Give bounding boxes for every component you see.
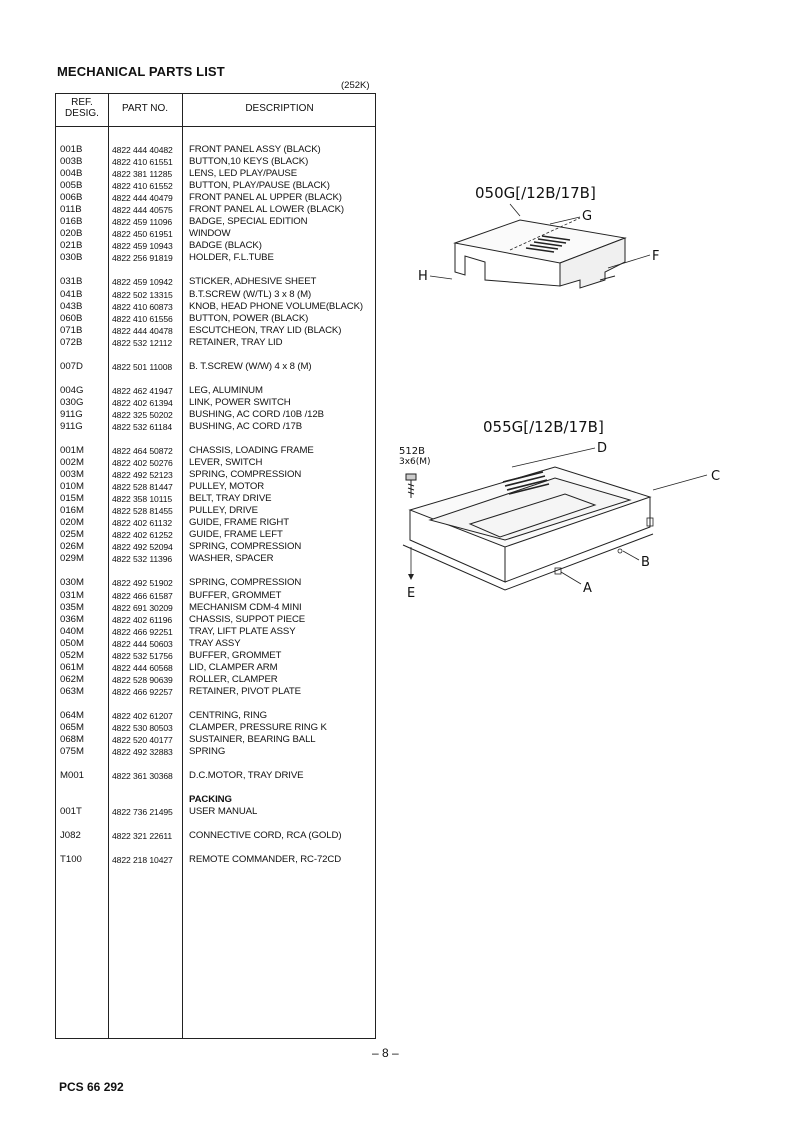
cell-description: BUSHING, AC CORD /10B /12B <box>189 408 324 420</box>
diagram-bottom-label: 055G[/12B/17B] <box>483 418 604 436</box>
cell-part-no: 4822 358 10115 <box>112 494 173 505</box>
table-row <box>56 481 377 493</box>
cell-ref-desig: 006B <box>60 192 83 204</box>
cell-description: WINDOW <box>189 228 231 240</box>
footer-code: PCS 66 292 <box>59 1080 124 1094</box>
cell-ref-desig: 031B <box>60 276 83 288</box>
cell-description: LENS, LED PLAY/PAUSE <box>189 168 298 180</box>
cell-description: MECHANISM CDM-4 MINI <box>189 601 302 613</box>
cell-part-no: 4822 459 10942 <box>112 277 173 288</box>
table-row <box>56 421 377 433</box>
cell-part-no: 4822 402 61132 <box>112 518 173 529</box>
cell-description: RETAINER, TRAY LID <box>189 336 283 348</box>
cell-ref-desig: 004G <box>60 384 84 396</box>
cell-description: BUFFER, GROMMET <box>189 589 282 601</box>
cell-description: ESCUTCHEON, TRAY LID (BLACK) <box>189 324 342 336</box>
cell-description: CHASSIS, SUPPOT PIECE <box>189 613 306 625</box>
table-row <box>56 794 377 806</box>
table-row <box>56 228 377 240</box>
cell-ref-desig: 003M <box>60 469 84 481</box>
table-row <box>56 325 377 337</box>
cell-ref-desig: 911G <box>60 408 83 420</box>
cell-description: BUTTON, PLAY/PAUSE (BLACK) <box>189 180 330 192</box>
table-row <box>56 385 377 397</box>
cell-ref-desig: 025M <box>60 529 84 541</box>
table-row-spacer <box>56 433 377 445</box>
diagram-cover-top <box>410 180 680 305</box>
diagram-top-label: 050G[/12B/17B] <box>475 184 596 202</box>
cell-description: B. T.SCREW (W/W) 4 x 8 (M) <box>189 360 312 372</box>
table-row <box>56 469 377 481</box>
cell-part-no: 4822 402 61252 <box>112 530 173 541</box>
cell-part-no: 4822 466 61587 <box>112 590 173 601</box>
cell-part-no: 4822 530 80503 <box>112 722 173 733</box>
cell-ref-desig: 016M <box>60 505 84 517</box>
table-row-spacer <box>56 758 377 770</box>
table-row <box>56 409 377 421</box>
cell-part-no: 4822 464 50872 <box>112 445 173 456</box>
cell-description: BUTTON, POWER (BLACK) <box>189 312 309 324</box>
cell-description: BELT, TRAY DRIVE <box>189 493 272 505</box>
table-row-spacer <box>56 842 377 854</box>
cell-description: LINK, POWER SWITCH <box>189 396 291 408</box>
cell-part-no: 4822 532 51756 <box>112 650 173 661</box>
header-divider <box>56 126 375 127</box>
cell-ref-desig: 060B <box>60 312 83 324</box>
diagram-chassis-bottom <box>395 412 725 607</box>
cell-description: BADGE (BLACK) <box>189 240 262 252</box>
parts-table <box>55 93 376 1039</box>
cell-part-no: 4822 361 30368 <box>112 771 173 782</box>
cell-description: SPRING, COMPRESSION <box>189 469 302 481</box>
cell-part-no: 4822 218 10427 <box>112 855 173 866</box>
cell-part-no: 4822 444 40482 <box>112 145 173 155</box>
cell-description: TRAY, LIFT PLATE ASSY <box>189 625 296 637</box>
cell-part-no: 4822 492 52094 <box>112 542 173 553</box>
table-row <box>56 722 377 734</box>
cell-ref-desig: J082 <box>60 830 81 842</box>
cell-part-no: 4822 444 50603 <box>112 638 173 649</box>
cell-ref-desig: 035M <box>60 601 84 613</box>
cell-part-no: 4822 528 81447 <box>112 482 173 493</box>
cell-description: REMOTE COMMANDER, RC-72CD <box>189 854 342 866</box>
table-row <box>56 650 377 662</box>
table-row <box>56 144 377 156</box>
cell-ref-desig: 068M <box>60 734 84 746</box>
header-description: DESCRIPTION <box>245 103 314 114</box>
table-row <box>56 590 377 602</box>
table-row <box>56 830 377 842</box>
cell-part-no: 4822 492 52123 <box>112 470 173 481</box>
cell-ref-desig: 071B <box>60 324 83 336</box>
cell-ref-desig: 015M <box>60 493 84 505</box>
cell-part-no: 4822 444 40478 <box>112 325 173 336</box>
cell-description: BUTTON,10 KEYS (BLACK) <box>189 156 309 168</box>
table-row <box>56 553 377 565</box>
page-number: – 8 – <box>372 1046 399 1060</box>
callout-c: C <box>711 469 721 484</box>
table-row <box>56 457 377 469</box>
model-code: (252K) <box>341 80 370 91</box>
cell-description: GUIDE, FRAME LEFT <box>189 529 283 541</box>
cell-ref-desig: 036M <box>60 613 84 625</box>
table-row <box>56 156 377 168</box>
table-row <box>56 638 377 650</box>
cell-ref-desig: 052M <box>60 649 84 661</box>
table-row <box>56 397 377 409</box>
cell-part-no: 4822 532 12112 <box>112 337 173 348</box>
cell-part-no: 4822 520 40177 <box>112 735 173 746</box>
callout-h: H <box>418 269 428 284</box>
cell-part-no: 4822 321 22611 <box>112 831 173 842</box>
cell-description: CHASSIS, LOADING FRAME <box>189 444 314 456</box>
cell-description: LEG, ALUMINUM <box>189 384 263 396</box>
cell-part-no: 4822 502 13315 <box>112 289 173 300</box>
cell-ref-desig: 041B <box>60 288 83 300</box>
callout-d: D <box>597 441 608 456</box>
cell-ref-desig: 001M <box>60 444 84 456</box>
cell-ref-desig: 001B <box>60 144 83 155</box>
cell-ref-desig: 029M <box>60 553 84 565</box>
cell-ref-desig: 002M <box>60 457 84 469</box>
cell-description: GUIDE, FRAME RIGHT <box>189 517 290 529</box>
table-row <box>56 710 377 722</box>
table-row <box>56 577 377 589</box>
callout-e: E <box>407 586 416 601</box>
cell-part-no: 4822 402 50276 <box>112 458 173 469</box>
cell-ref-desig: 061M <box>60 661 84 673</box>
cell-description: ROLLER, CLAMPER <box>189 673 278 685</box>
callout-b: B <box>641 555 650 570</box>
cell-description: LID, CLAMPER ARM <box>189 661 278 673</box>
cell-part-no: 4822 381 11285 <box>112 169 173 180</box>
cell-ref-desig: 062M <box>60 673 84 685</box>
cell-description: TRAY ASSY <box>189 637 241 649</box>
table-row <box>56 674 377 686</box>
cell-description: D.C.MOTOR, TRAY DRIVE <box>189 770 304 782</box>
table-row-spacer <box>56 782 377 794</box>
cell-ref-desig: 911G <box>60 420 83 432</box>
cell-part-no: 4822 462 41947 <box>112 385 173 396</box>
table-row <box>56 252 377 264</box>
table-row <box>56 337 377 349</box>
cell-description: STICKER, ADHESIVE SHEET <box>189 276 317 288</box>
cell-description: CONNECTIVE CORD, RCA (GOLD) <box>189 830 342 842</box>
cell-ref-desig: 005B <box>60 180 83 192</box>
cell-ref-desig: 021B <box>60 240 83 252</box>
table-row <box>56 734 377 746</box>
table-row <box>56 240 377 252</box>
table-row <box>56 168 377 180</box>
cell-part-no: 4822 402 61207 <box>112 710 173 721</box>
cell-description: B.T.SCREW (W/TL) 3 x 8 (M) <box>189 288 312 300</box>
cell-description: FRONT PANEL AL LOWER (BLACK) <box>189 204 344 216</box>
cell-ref-desig: 004B <box>60 168 83 180</box>
table-row <box>56 276 377 288</box>
cell-ref-desig: 016B <box>60 216 83 228</box>
cell-part-no: 4822 444 60568 <box>112 662 173 673</box>
cell-part-no: 4822 459 10943 <box>112 241 173 252</box>
cell-ref-desig: 040M <box>60 625 84 637</box>
cell-description: HOLDER, F.L.TUBE <box>189 252 274 264</box>
table-row <box>56 505 377 517</box>
table-row <box>56 854 377 866</box>
cell-description: BADGE, SPECIAL EDITION <box>189 216 308 228</box>
cell-description: PULLEY, DRIVE <box>189 505 258 517</box>
table-row <box>56 517 377 529</box>
cell-part-no: 4822 410 61552 <box>112 181 173 192</box>
cell-part-no: 4822 410 61551 <box>112 157 173 168</box>
table-row-spacer <box>56 565 377 577</box>
cell-ref-desig: 007D <box>60 360 83 372</box>
table-row <box>56 493 377 505</box>
cell-description: KNOB, HEAD PHONE VOLUME(BLACK) <box>189 300 363 312</box>
parts-rows <box>56 144 377 866</box>
cell-ref-desig: M001 <box>60 770 84 782</box>
cell-part-no: 4822 325 50202 <box>112 409 173 420</box>
table-row-spacer <box>56 349 377 361</box>
header-part-no: PART NO. <box>121 103 169 114</box>
cell-description: PULLEY, MOTOR <box>189 481 265 493</box>
cell-ref-desig: 026M <box>60 541 84 553</box>
cell-part-no: 4822 528 81455 <box>112 506 173 517</box>
cell-part-no: 4822 492 32883 <box>112 747 173 758</box>
callout-a: A <box>583 581 592 596</box>
cell-description: BUSHING, AC CORD /17B <box>189 420 303 432</box>
cell-description: SUSTAINER, BEARING BALL <box>189 734 316 746</box>
table-row <box>56 626 377 638</box>
cell-ref-desig: 065M <box>60 721 84 733</box>
cell-ref-desig: 020M <box>60 517 84 529</box>
table-row <box>56 204 377 216</box>
cell-part-no: 4822 410 60873 <box>112 301 173 312</box>
cell-part-no: 4822 459 11096 <box>112 217 173 228</box>
cell-part-no: 4822 532 11396 <box>112 554 173 565</box>
cell-ref-desig: 063M <box>60 685 84 697</box>
cell-description: PACKING <box>189 794 232 806</box>
table-row <box>56 192 377 204</box>
cell-part-no: 4822 410 61556 <box>112 313 173 324</box>
table-row <box>56 602 377 614</box>
cell-part-no: 4822 402 61394 <box>112 397 173 408</box>
cell-ref-desig: 050M <box>60 637 84 649</box>
table-row-spacer <box>56 698 377 710</box>
cell-ref-desig: 030G <box>60 396 84 408</box>
cell-description: RETAINER, PIVOT PLATE <box>189 685 301 697</box>
cell-ref-desig: 075M <box>60 746 84 758</box>
table-row <box>56 216 377 228</box>
table-row <box>56 361 377 373</box>
table-row <box>56 529 377 541</box>
cell-part-no: 4822 466 92257 <box>112 686 173 697</box>
table-row <box>56 806 377 818</box>
table-row-spacer <box>56 818 377 830</box>
table-row <box>56 686 377 698</box>
screw-label: 512B <box>399 446 425 457</box>
table-row-spacer <box>56 373 377 385</box>
cell-part-no: 4822 256 91819 <box>112 253 173 264</box>
cell-description: BUFFER, GROMMET <box>189 649 282 661</box>
table-row <box>56 746 377 758</box>
cell-ref-desig: 064M <box>60 709 84 721</box>
cell-part-no: 4822 691 30209 <box>112 602 173 613</box>
cell-description: USER MANUAL <box>189 806 258 818</box>
cell-part-no: 4822 466 92251 <box>112 626 173 637</box>
cell-ref-desig: 020B <box>60 228 83 240</box>
cell-ref-desig: 031M <box>60 589 84 601</box>
callout-g: G <box>582 209 593 224</box>
cell-description: SPRING <box>189 746 226 758</box>
cell-part-no: 4822 532 61184 <box>112 421 173 432</box>
cell-description: LEVER, SWITCH <box>189 457 263 469</box>
cell-part-no: 4822 450 61951 <box>112 229 173 240</box>
cell-description: SPRING, COMPRESSION <box>189 541 302 553</box>
table-row <box>56 313 377 325</box>
table-row <box>56 180 377 192</box>
cell-part-no: 4822 402 61196 <box>112 614 173 625</box>
callout-f: F <box>652 249 660 264</box>
cell-description: CENTRING, RING <box>189 709 268 721</box>
table-row <box>56 662 377 674</box>
cell-description: FRONT PANEL AL UPPER (BLACK) <box>189 192 342 204</box>
table-row <box>56 301 377 313</box>
screw-icon <box>406 474 416 498</box>
cell-ref-desig: T100 <box>60 854 82 866</box>
cell-ref-desig: 001T <box>60 806 82 818</box>
cell-part-no: 4822 444 40575 <box>112 205 173 216</box>
table-row <box>56 541 377 553</box>
cell-ref-desig: 030B <box>60 252 83 264</box>
cell-description: FRONT PANEL ASSY (BLACK) <box>189 144 321 155</box>
table-row <box>56 445 377 457</box>
cell-part-no: 4822 492 51902 <box>112 578 173 589</box>
cell-part-no: 4822 444 40479 <box>112 193 173 204</box>
table-row-spacer <box>56 264 377 276</box>
cell-ref-desig: 003B <box>60 156 83 168</box>
cell-ref-desig: 010M <box>60 481 84 493</box>
cell-description: SPRING, COMPRESSION <box>189 577 302 589</box>
cell-description: CLAMPER, PRESSURE RING K <box>189 721 327 733</box>
header-ref-desig: REF. DESIG. <box>65 97 99 119</box>
cell-part-no: 4822 736 21495 <box>112 807 173 818</box>
table-row <box>56 770 377 782</box>
page-title: MECHANICAL PARTS LIST <box>57 64 225 79</box>
table-row <box>56 289 377 301</box>
screw-spec: 3x6(M) <box>399 457 431 467</box>
table-row <box>56 614 377 626</box>
cell-part-no: 4822 528 90639 <box>112 674 173 685</box>
cell-ref-desig: 043B <box>60 300 83 312</box>
cell-ref-desig: 072B <box>60 336 83 348</box>
cell-ref-desig: 011B <box>60 204 82 216</box>
cell-description: WASHER, SPACER <box>189 553 274 565</box>
cell-part-no: 4822 501 11008 <box>112 361 173 372</box>
cell-ref-desig: 030M <box>60 577 84 589</box>
